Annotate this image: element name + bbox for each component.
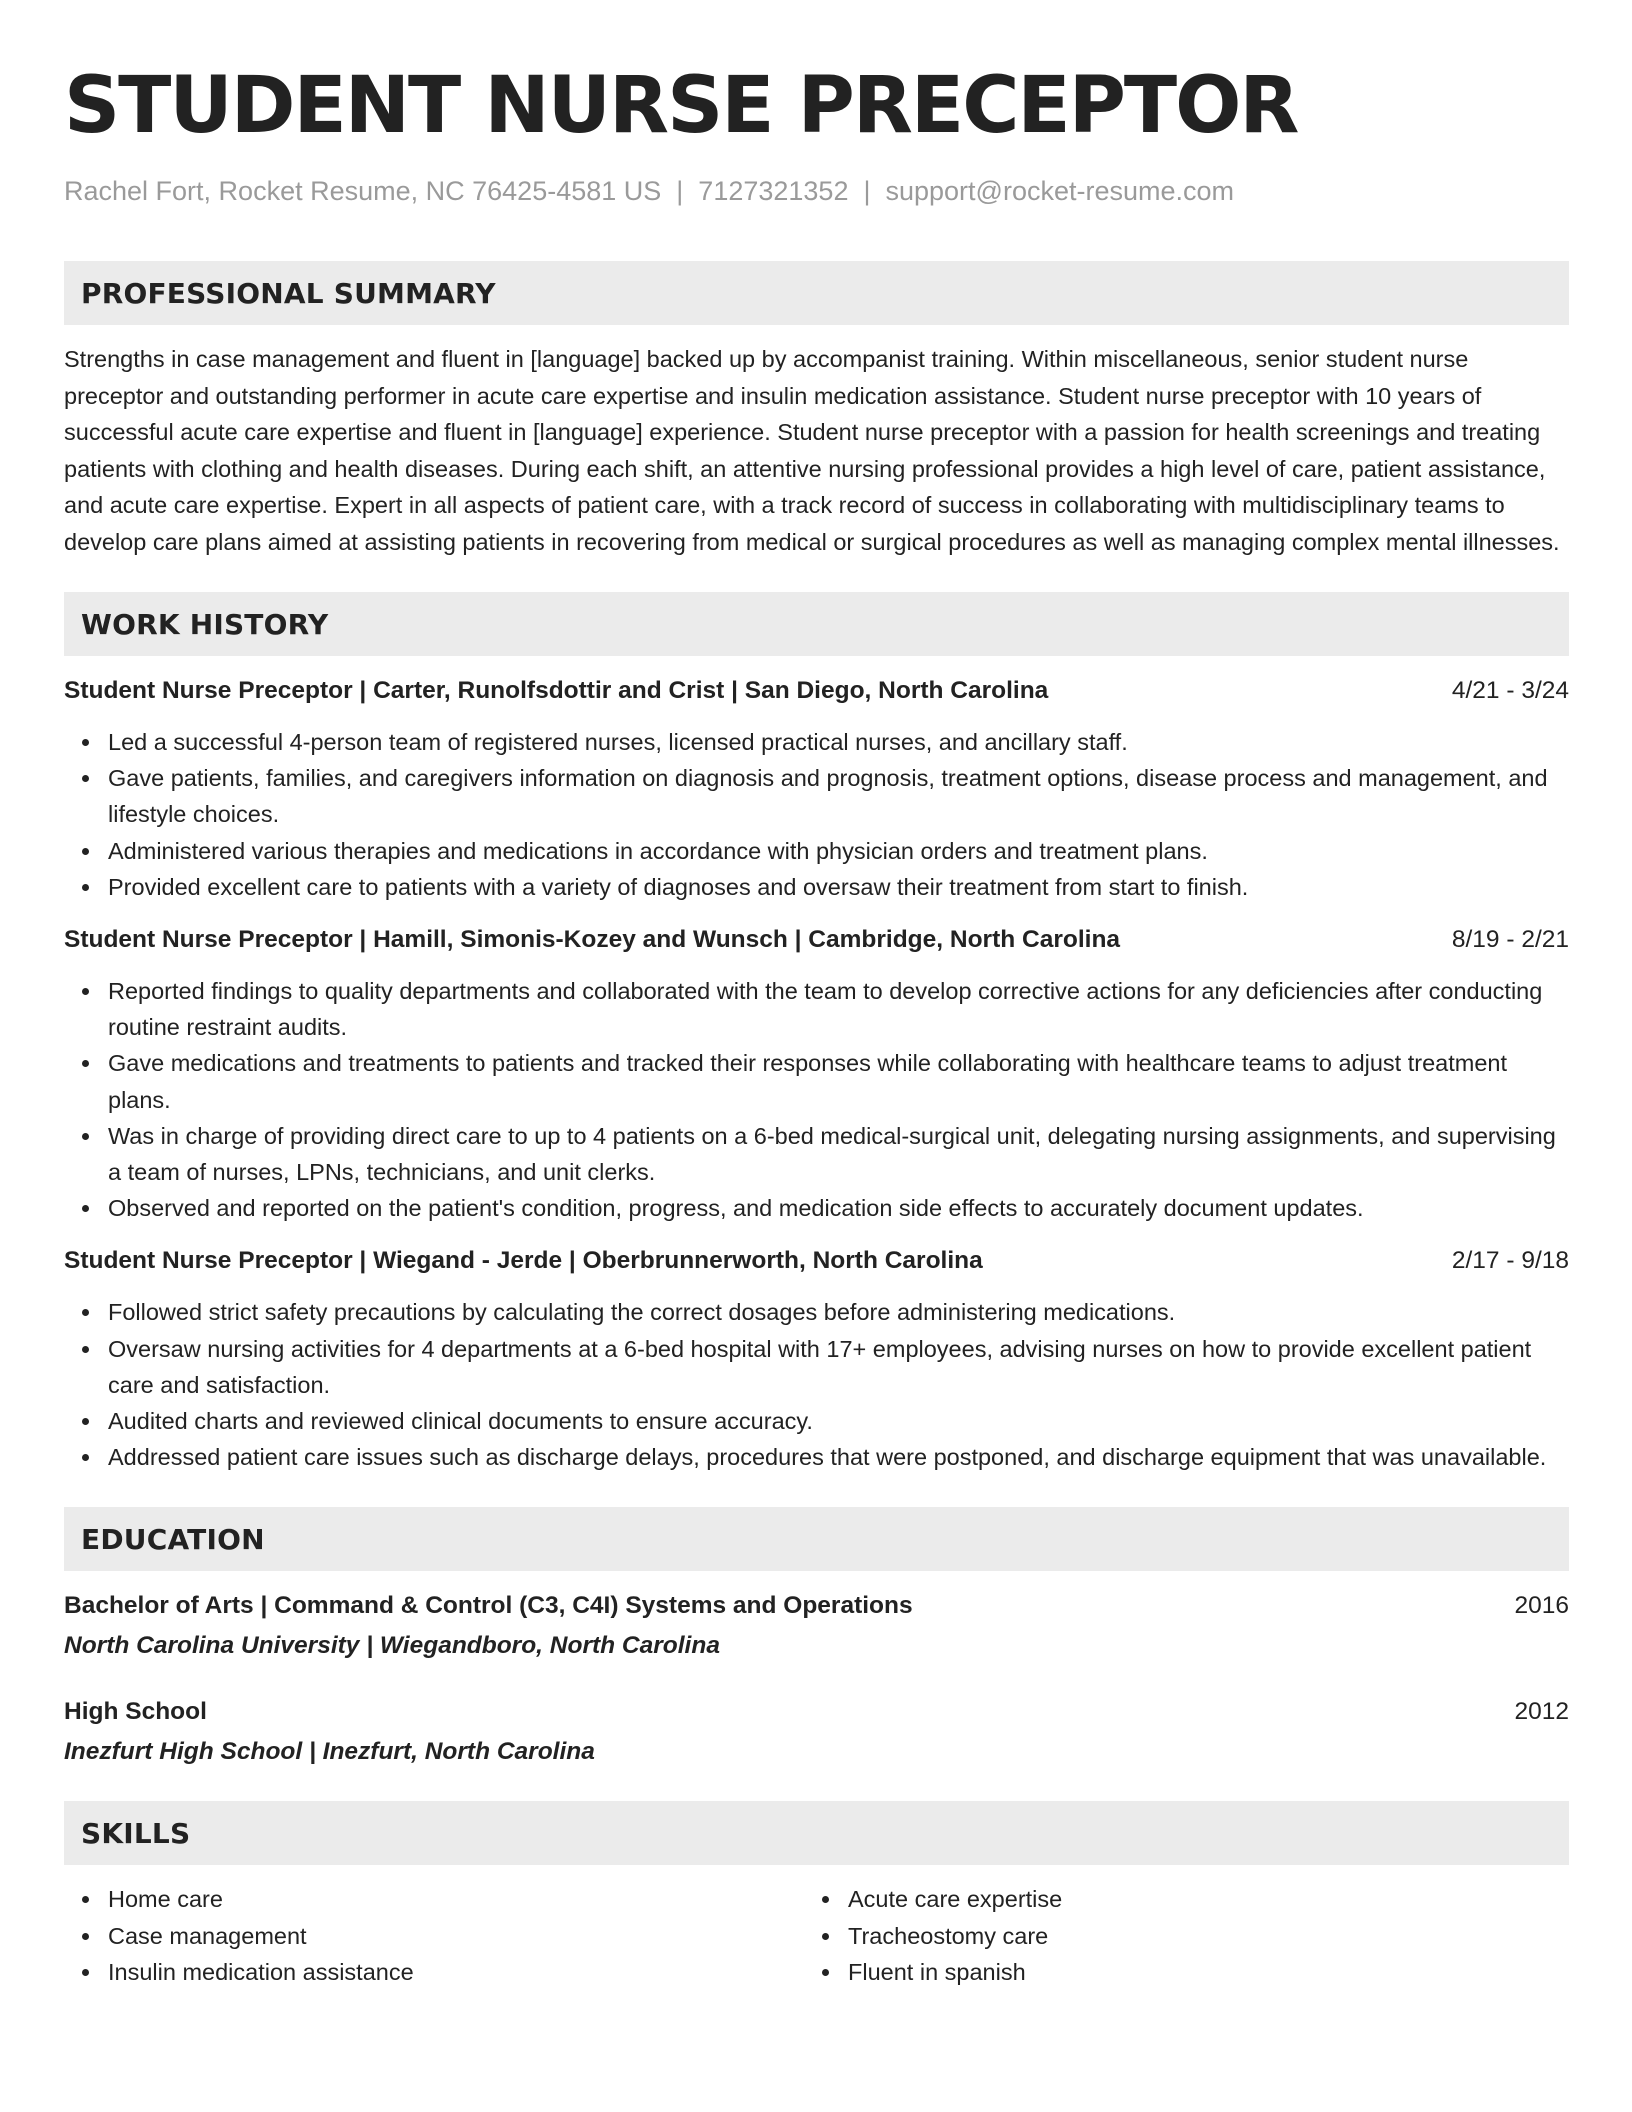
job-bullets	[64, 973, 1569, 1226]
education-header	[64, 1695, 1569, 1729]
skills-column-right	[804, 1881, 1569, 1990]
education-entry	[64, 1589, 1569, 1663]
contact-separator: |	[676, 176, 684, 206]
education-degree: High School	[64, 1698, 207, 1726]
job-title: Student Nurse Preceptor | Wiegand - Jerde | Oberbrunnerworth, North Carolina	[64, 1247, 983, 1275]
bullet-item: Audited charts and reviewed clinical documents to ensure accuracy.	[108, 1403, 1569, 1439]
bullet-item: Reported findings to quality departments and collaborated with the team to develop corrective actions for any deficiencies after conducting routine restraint audits.	[108, 973, 1569, 1045]
education-entry	[64, 1695, 1569, 1769]
summary-text: Strengths in case management and fluent in [language] backed up by accompanist training. Within miscellaneous, senior student nurse preceptor and outstanding performer in acute care expertise and insulin medication assistance. Student nurse preceptor with 10 years of successful acute care expertise and fluent in [language] experience. Student nurse preceptor with a passion for health screenings and treating patients with clothing and health diseases. During each shift, an attentive nursing professional provides a high level of care, patient assistance, and acute care expertise. Expert in all aspects of patient care, with a track record of success in collaborating with multidisciplinary teams to develop care plans aimed at assisting patients in recovering from medical or surgical procedures as well as managing complex mental illnesses.	[64, 346, 1560, 555]
job-header	[64, 1244, 1569, 1278]
education-header	[64, 1589, 1569, 1623]
job-dates: 4/21 - 3/24	[1451, 677, 1569, 704]
bullet-item: Gave medications and treatments to patients and tracked their responses while collaborating with healthcare teams to adjust treatment plans.	[108, 1045, 1569, 1117]
section-header-education: EDUCATION	[64, 1507, 1569, 1571]
contact-line	[64, 174, 1569, 208]
skill-item: Home care	[108, 1881, 804, 1917]
skill-item: Acute care expertise	[848, 1881, 1569, 1917]
skills-column-left	[64, 1881, 804, 1990]
contact-address: Rachel Fort, Rocket Resume, NC 76425-4581 US	[64, 176, 662, 206]
section-header-work-history: WORK HISTORY	[64, 592, 1569, 656]
job-dates: 8/19 - 2/21	[1451, 926, 1569, 954]
job-title: Student Nurse Preceptor | Carter, Runolfsdottir and Crist | San Diego, North Carolina	[64, 677, 1049, 704]
bullet-item: Administered various therapies and medications in accordance with physician orders and treatment plans.	[108, 833, 1569, 869]
bullet-item: Led a successful 4-person team of registered nurses, licensed practical nurses, and ancillary staff.	[108, 724, 1569, 760]
skill-item: Case management	[108, 1918, 804, 1954]
job-dates: 2/17 - 9/18	[1451, 1247, 1569, 1275]
bullet-item: Was in charge of providing direct care to up to 4 patients on a 6-bed medical-surgical unit, delegating nursing assignments, and supervising a team of nurses, LPNs, technicians, and unit clerks.	[108, 1118, 1569, 1190]
skill-item: Tracheostomy care	[848, 1918, 1569, 1954]
contact-phone: 7127321352	[698, 176, 849, 206]
job-entry	[64, 674, 1569, 905]
education-school: Inezfurt High School | Inezfurt, North Carolina	[64, 1738, 595, 1766]
contact-separator: |	[863, 176, 871, 206]
bullet-item: Addressed patient care issues such as discharge delays, procedures that were postponed, and discharge equipment that was unavailable.	[108, 1439, 1569, 1475]
job-entry	[64, 923, 1569, 1226]
education-year: 2016	[1514, 1592, 1569, 1620]
job-bullets	[64, 1294, 1569, 1475]
bullet-item: Followed strict safety precautions by calculating the correct dosages before administering medications.	[108, 1294, 1569, 1330]
education-degree: Bachelor of Arts | Command & Control (C3, C4I) Systems and Operations	[64, 1592, 913, 1620]
job-title: Student Nurse Preceptor | Hamill, Simonis-Kozey and Wunsch | Cambridge, North Carolina	[64, 926, 1121, 954]
section-header-summary: PROFESSIONAL SUMMARY	[64, 261, 1569, 325]
bullet-item: Observed and reported on the patient's condition, progress, and medication side effects to accurately document updates.	[108, 1190, 1569, 1226]
section-header-skills: SKILLS	[64, 1801, 1569, 1865]
skill-item: Insulin medication assistance	[108, 1954, 804, 1990]
resume-title: STUDENT NURSE PRECEPTOR	[64, 61, 1298, 151]
education-year: 2012	[1514, 1698, 1569, 1726]
skill-item: Fluent in spanish	[848, 1954, 1569, 1990]
bullet-item: Oversaw nursing activities for 4 departments at a 6-bed hospital with 17+ employees, advising nurses on how to provide excellent patient care and satisfaction.	[108, 1331, 1569, 1403]
bullet-item: Provided excellent care to patients with a variety of diagnoses and oversaw their treatment from start to finish.	[108, 869, 1569, 905]
job-header	[64, 674, 1569, 708]
skills-bullets	[64, 1881, 804, 1990]
education-school: North Carolina University | Wiegandboro, North Carolina	[64, 1632, 720, 1660]
job-entry	[64, 1244, 1569, 1475]
skills-list	[64, 1881, 1569, 1990]
bullet-item: Gave patients, families, and caregivers information on diagnosis and prognosis, treatment options, disease process and management, and lifestyle choices.	[108, 760, 1569, 832]
skills-bullets	[804, 1881, 1569, 1990]
job-bullets	[64, 724, 1569, 905]
contact-email: support@rocket-resume.com	[885, 176, 1235, 206]
job-header	[64, 923, 1569, 957]
